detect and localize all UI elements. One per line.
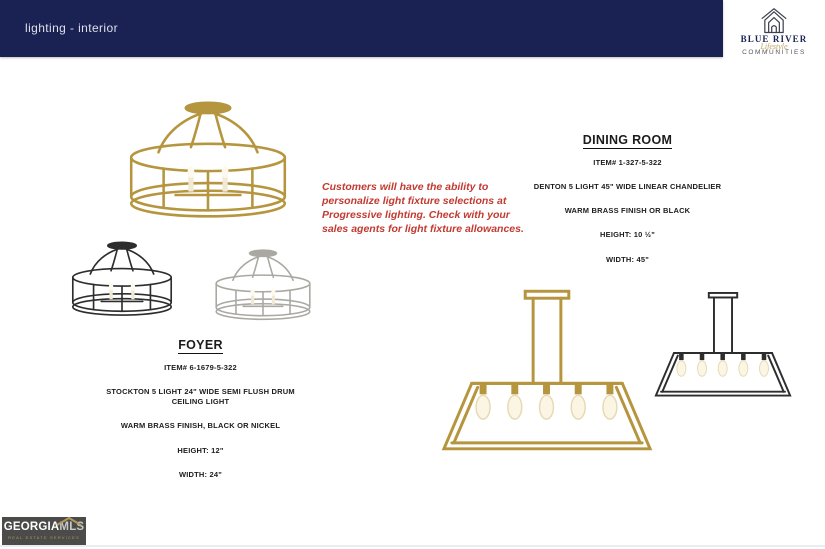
drum-ceiling-light-nickel-image (203, 246, 323, 324)
brand-name: BLUE RIVER (740, 33, 808, 44)
foyer-item-number: ITEM# 6-1679-5-322 (164, 363, 237, 372)
foyer-description: STOCKTON 5 LIGHT 24" WIDE SEMI FLUSH DRUM CEILING LIGHT (106, 387, 295, 407)
dining-room-width: WIDTH: 45" (605, 254, 650, 264)
foyer-title: FOYER (178, 338, 223, 352)
drum-ceiling-light-black-image (62, 238, 182, 320)
page-title: lighting - interior (25, 21, 118, 35)
foyer-finish: WARM BRASS FINISH, BLACK OR NICKEL (120, 421, 281, 431)
dining-room-item-number: ITEM# 1-327-5-322 (593, 158, 662, 167)
dining-room-description: DENTON 5 LIGHT 45" WIDE LINEAR CHANDELIER (533, 182, 722, 192)
foyer-width: WIDTH: 24" (178, 469, 223, 479)
brand-suffix: COMMUNITIES (742, 48, 806, 56)
dining-room-spec-block (525, 131, 730, 279)
georgia-mls-logo (2, 517, 86, 545)
georgia-mls-tagline: REAL ESTATE SERVICES (8, 534, 80, 540)
foyer-height: HEIGHT: 12" (177, 445, 224, 455)
bottom-divider (0, 545, 825, 547)
dining-room-finish: WARM BRASS FINISH OR BLACK (564, 206, 691, 216)
blue-river-logo (723, 0, 825, 60)
personalization-note: Customers will have the ability to personalize light fixture selections at Progressive lighting. Check with your sales agents for light fixture allowances. (322, 181, 524, 235)
georgia-mls-logo-georgia: GEORGIA (3, 521, 60, 534)
roof-icon (56, 517, 82, 526)
header-bar (0, 0, 723, 57)
dining-room-title: DINING ROOM (582, 133, 673, 147)
foyer-spec-block (98, 336, 303, 494)
brand-script: Lifestyle (760, 41, 788, 51)
linear-chandelier-black-image (652, 287, 794, 408)
linear-chandelier-brass-image (438, 287, 656, 463)
drum-ceiling-light-brass-image (122, 96, 294, 224)
georgia-mls-logo-mls: MLS (59, 521, 85, 534)
house-icon (758, 8, 790, 34)
dining-room-height: HEIGHT: 10 ½" (600, 230, 655, 240)
